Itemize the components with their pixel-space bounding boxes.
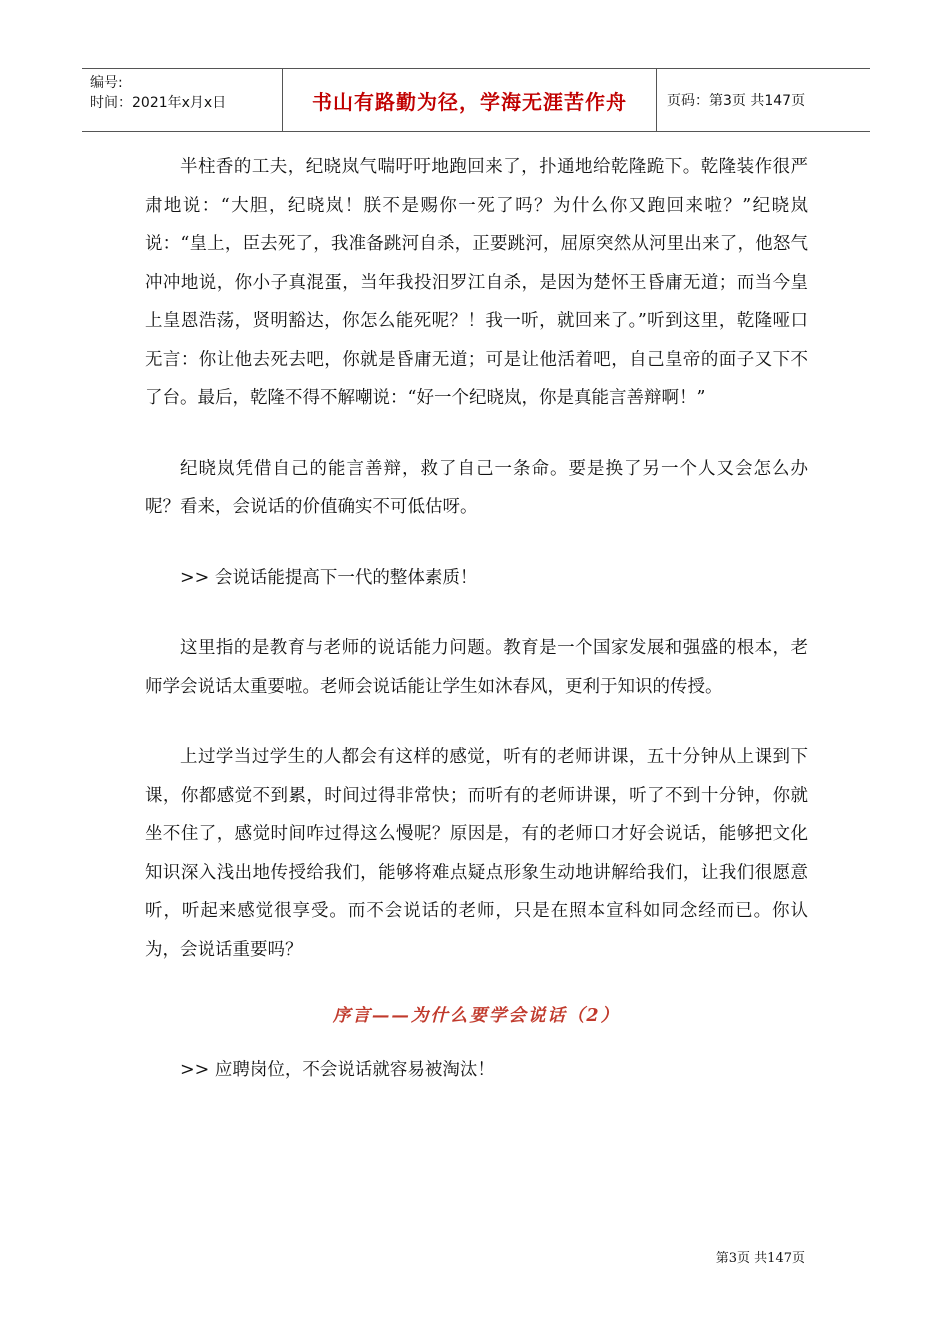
subheading-1: >> 会说话能提高下一代的整体素质！ [180, 567, 478, 588]
document-body [145, 148, 808, 1090]
header-table [82, 68, 870, 132]
paragraph-1: 半柱香的工夫，纪晓岚气喘吁吁地跑回来了，扑通地给乾隆跪下。乾隆装作很严肃地说：“大胆，纪晓岚！朕不是赐你一死了吗？为什么你又跑回来啦？”纪晓岚说：“皇上，臣去死了，我准备跳河自杀，正要跳河，屈原突然从河里出来了，他怒气冲冲地说，你小子真混蛋，当年我投汨罗江自杀，是因为楚怀王昏庸无道；而当今皇上皇恩浩荡，贤明豁达，你怎么能死呢？！我一听，就回来了。”听到这里，乾隆哑口无言：你让他去死去吧，你就是昏庸无道；可是让他活着吧，自己皇帝的面子又下不了台。最后，乾隆不得不解嘲说：“好一个纪晓岚，你是真能言善辩啊！” [145, 157, 808, 408]
paragraph-4: 上过学当过学生的人都会有这样的感觉，听有的老师讲课，五十分钟从上课到下课，你都感觉不到累，时间过得非常快；而听有的老师讲课，听了不到十分钟，你就坐不住了，感觉时间咋过得这么慢呢？原因是，有的老师口才好会说话，能够把文化知识深入浅出地传授给我们，能够将难点疑点形象生动地讲解给我们，让我们很愿意听，听起来感觉很享受。而不会说话的老师，只是在照本宣科如同念经而已。你认为，会说话重要吗？ [145, 747, 808, 960]
page-footer: 第3页 共147页 [715, 1251, 805, 1266]
section-heading: 序言——为什么要学会说话（2） [332, 1006, 621, 1026]
header-page-label: 页码：第3页 共147页 [667, 93, 806, 109]
number-label: 编号: [90, 75, 123, 91]
paragraph-3: 这里指的是教育与老师的说话能力问题。教育是一个国家发展和强盛的根本，老师学会说话太重要啦。老师会说话能让学生如沐春风，更利于知识的传授。 [145, 638, 808, 697]
header-meta [82, 69, 282, 131]
paragraph-2: 纪晓岚凭借自己的能言善辩，救了自己一条命。要是换了另一个人又会怎么办呢？看来，会说话的价值确实不可低估呀。 [145, 458, 808, 517]
subheading-2: >> 应聘岗位，不会说话就容易被淘汰！ [180, 1060, 495, 1080]
time-label: 时间：2021年x月x日 [90, 95, 227, 111]
header-motto: 书山有路勤为径，学海无涯苦作舟 [282, 69, 657, 131]
